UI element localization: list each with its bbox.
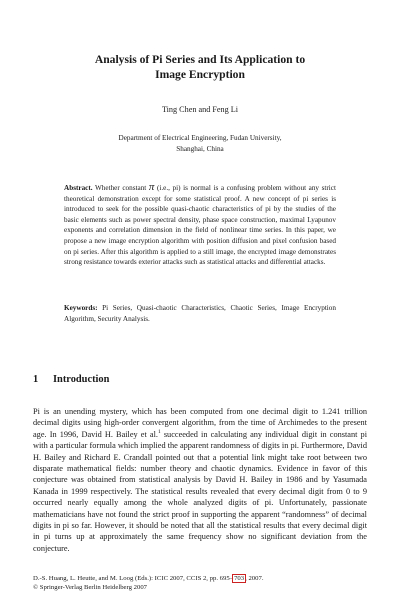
keywords-label: Keywords:	[64, 304, 98, 312]
introduction-body	[33, 406, 367, 554]
footer-copyright: © Springer-Verlag Berlin Heidelberg 2007	[33, 584, 148, 591]
highlighted-page-number: 703	[234, 575, 245, 582]
title-line-1: Analysis of Pi Series and Its Application to	[94, 53, 306, 66]
pi-symbol: π	[148, 181, 155, 193]
section-number: 1	[33, 374, 39, 385]
body-text-part-2: succeeded in calculating any individual digit in constant pi with a particular formula which implied the apparent randomness of digits in pi. Furthermore, David H. Bailey and Richard E. Crandall pointed out that a potential link might take root between two disparate mathematical fields: number theory and chaotic dynamics. Evidence in favor of this conjecture was obtained from statistical analysis by David H. Bailey in 1986 and by Yasumada Kanada in 1999 respectively. The statistical results revealed that every decimal digit from 0 to 9 occurred nearly equally among the whole analyzed digits of pi. Unfortunately, passionate mathematicians have not found the strict proof in supporting the apparent “randomness” of decimal digits in pi so far. However, it should be noted that all the statistical results that every decimal digit in pi turns up at approximately the same frequency show no significant deviation from the conjecture.	[33, 429, 367, 553]
affiliation	[70, 133, 330, 154]
title-line-2: Image Encryption	[155, 68, 245, 81]
keywords	[64, 303, 336, 324]
abstract-text-pre: Whether constant	[92, 184, 149, 192]
footer-citation-text: D.-S. Huang, L. Heutte, and M. Loog (Eds.): ICIC 2007, CCIS 2, pp. 695–	[33, 575, 234, 582]
abstract	[64, 183, 336, 268]
section-title: Introduction	[53, 374, 110, 385]
abstract-text-post: (i.e., pi) is normal is a confusing problem without any strict theoretical demonstration except for some statistical proof. A new concept of pi series is introduced to seek for the possible quasi-chaotic characteristics of pi by the studies of the basic elements such as power spectral density, phase space construction, maximal Lyapunov exponents and correlation dimension in the field of nonlinear time series. In this paper, we propose a new image encryption algorithm with position diffusion and pixel confusion based on pi series. After this algorithm is applied to a still image, the encrypted image demonstrates strong resistance towards exterior attacks such as statistical attacks and differential attacks.	[64, 184, 336, 267]
keywords-text: Pi Series, Quasi-chaotic Characteristics, Chaotic Series, Image Encryption Algorithm, Security Analysis.	[64, 304, 336, 323]
body-text-part-1: Pi is an unending mystery, which has been computed from one decimal digit to 1.241 trillion decimal digits using high-order convergent algorithm, from the time of Archimedes to the present age. In 1996, David H. Bailey et al.	[33, 407, 367, 439]
footer-citation-end: , 2007.	[245, 575, 264, 582]
paper-title	[40, 52, 360, 82]
section-heading	[33, 374, 109, 385]
authors: Ting Chen and Feng Li	[161, 105, 239, 114]
affiliation-line-1: Department of Electrical Engineering, Fudan University,	[118, 134, 282, 142]
abstract-label: Abstract.	[64, 184, 93, 192]
affiliation-line-2: Shanghai, China	[176, 144, 224, 153]
footer-citation	[33, 574, 367, 583]
footer	[33, 574, 367, 592]
footnote-reference: 1	[157, 429, 161, 436]
introduction-paragraph	[33, 406, 367, 554]
